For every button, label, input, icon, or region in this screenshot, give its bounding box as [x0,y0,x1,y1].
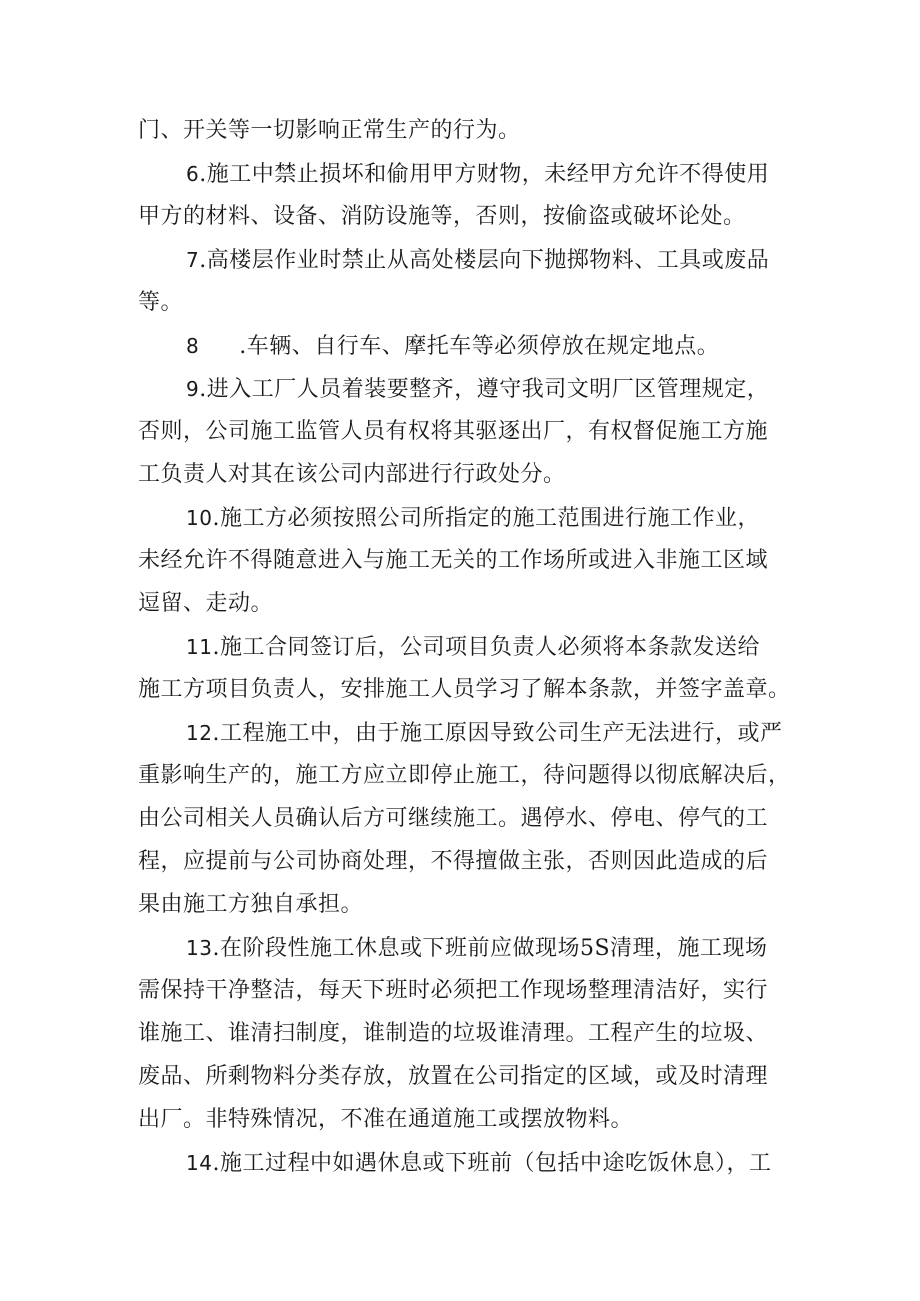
clause-number: 12 [186,721,213,745]
text-line [138,117,798,145]
line-text: 工负责人对其在该公司内部进行行政处分。 [138,462,566,487]
line-text: 未经允许不得随意进入与施工无关的工作场所或进入非施工区域 [138,548,769,573]
clause-number: 13 [186,936,213,960]
line-text: 逗留、走动。 [138,591,274,616]
text-line [138,805,798,833]
line-text: 需保持干净整洁，每天下班时必须把工作现场整理清洁好，实行 [138,978,769,1003]
line-text: 否则，公司施工监管人员有权将其驱逐出厂，有权督促施工方施 [138,419,769,444]
line-text: 废品、所剩物料分类存放，放置在公司指定的区域，或及时清理 [138,1064,769,1089]
line-text: 甲方的材料、设备、消防设施等，否则，按偷盗或破坏论处。 [138,204,746,229]
clause-number: 9 [186,377,200,401]
line-text: .工程施工中，由于施工原因导致公司生产无法进行，或严 [212,721,783,746]
text-line [138,762,798,790]
line-text: 程，应提前与公司协商处理，不得擅做主张，否则因此造成的后 [138,849,769,874]
numbered-clause-6 [186,160,798,188]
numbered-clause-7 [186,246,798,274]
line-text: 施工方项目负责人，安排施工人员学习了解本条款，并签字盖章。 [138,677,791,702]
text-line [138,848,798,876]
line-text: .进入工厂人员着装要整齐，遵守我司文明厂区管理规定， [199,377,770,402]
clause-number: 7 [186,248,200,272]
line-text: .施工中禁止损坏和偷用甲方财物，未经甲方允许不得使用 [199,162,770,187]
text-line [138,891,798,919]
numbered-clause-12 [186,719,798,747]
clause-number: 10 [186,506,213,530]
line-text: .车辆、自行车、摩托车等必须停放在规定地点。 [239,334,720,359]
line-text: 等。 [138,290,184,315]
numbered-clause-8 [186,332,798,360]
line-text: .施工过程中如遇休息或下班前（包括中途吃饭休息），工 [212,1151,772,1176]
text-line [138,676,798,704]
text-line [138,1106,798,1134]
clause-number: 11 [186,635,213,659]
numbered-clause-13 [186,934,798,962]
line-text: 果由施工方独自承担。 [138,892,364,917]
line-text: .施工方必须按照公司所指定的施工范围进行施工作业， [212,506,760,531]
numbered-clause-11 [186,633,798,661]
line-text: 出厂。非特殊情况，不准在通道施工或摆放物料。 [138,1107,634,1132]
text-line [138,590,798,618]
text-line [138,977,798,1005]
line-text: .施工合同签订后，公司项目负责人必须将本条款发送给 [212,635,760,660]
text-line [138,1020,798,1048]
line-text: .在阶段性施工休息或下班前应做现场5S清理，施工现场 [212,936,768,961]
clause-number: 14 [186,1151,213,1175]
clause-number: 6 [186,162,200,186]
text-line [138,418,798,446]
text-line [138,289,798,317]
line-text: 重影响生产的，施工方应立即停止施工，待问题得以彻底解决后， [138,763,791,788]
text-line [138,203,798,231]
text-line [138,1063,798,1091]
numbered-clause-10 [186,504,798,532]
line-text: .高楼层作业时禁止从高处楼层向下抛掷物料、工具或废品 [199,248,770,273]
text-line [138,547,798,575]
line-text: 谁施工、谁清扫制度，谁制造的垃圾谁清理。工程产生的垃圾、 [138,1021,769,1046]
numbered-clause-14 [186,1149,798,1177]
text-line [138,461,798,489]
clause-number: 8 [186,334,200,358]
numbered-clause-9 [186,375,798,403]
line-text: 由公司相关人员确认后方可继续施工。遇停水、停电、停气的工 [138,806,769,831]
line-text: 门、开关等一切影响正常生产的行为。 [138,118,521,143]
